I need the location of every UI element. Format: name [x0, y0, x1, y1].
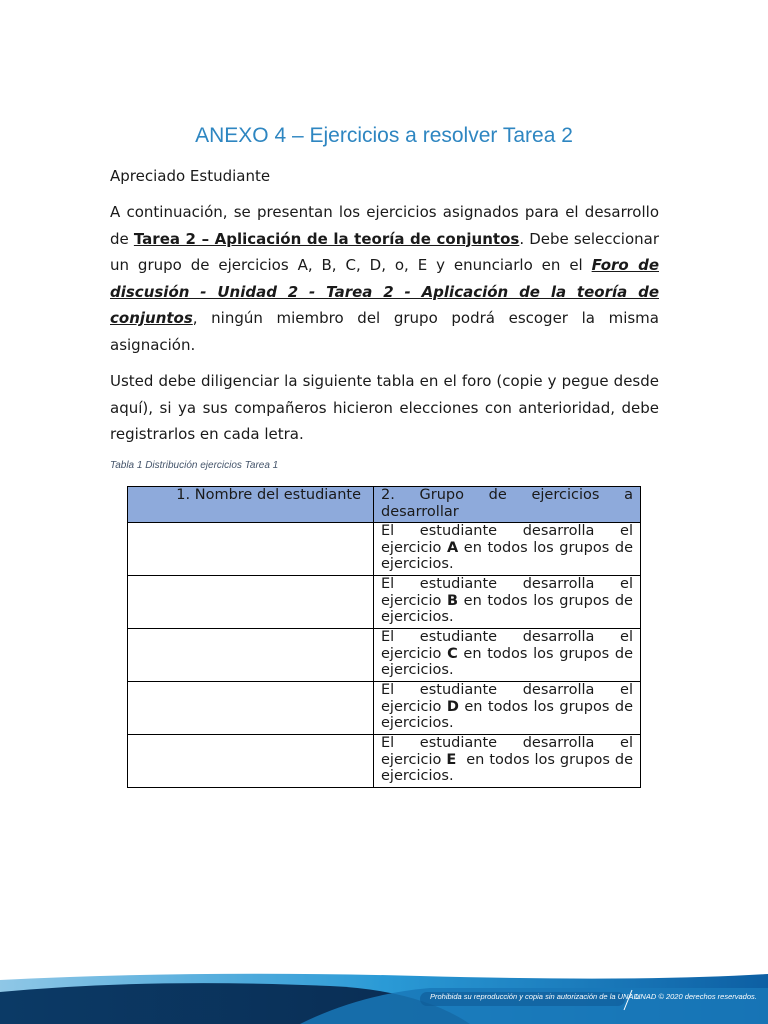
- task-name: Tarea 2 – Aplicación de la teoría de conjuntos: [133, 229, 520, 248]
- exercise-cell: [374, 523, 641, 576]
- exercise-text-post: en todos los grupos de ejercicios.: [381, 645, 638, 678]
- exercise-text-post: en todos los grupos de ejercicios.: [381, 592, 638, 625]
- table-header-row: [128, 487, 641, 523]
- header-exercise-group: 2. Grupo de ejercicios a desarrollar: [374, 487, 641, 523]
- instructions-part-a: A continuación, se presentan los ejercicios asignados para el desarrollo de: [110, 203, 659, 248]
- exercise-text-post: en todos los grupos de ejercicios.: [381, 539, 638, 572]
- student-name-cell[interactable]: [128, 735, 374, 788]
- distribution-table: [127, 486, 641, 788]
- instructions-part-e: , ningún miembro del grupo podrá escoger la misma asignación.: [110, 309, 659, 354]
- exercise-text-post: en todos los grupos de ejercicios.: [381, 698, 638, 731]
- forum-name: Foro de discusión - Unidad 2 - Tarea 2 - Aplicación de la teoría de conjuntos: [110, 256, 659, 327]
- student-name-cell[interactable]: [128, 523, 374, 576]
- student-name-cell[interactable]: [128, 629, 374, 682]
- table-row: [128, 629, 641, 682]
- instructions-paragraph: [110, 199, 659, 358]
- exercise-letter: B: [447, 592, 459, 609]
- exercise-letter: D: [446, 698, 459, 715]
- exercise-letter: A: [446, 539, 459, 556]
- instructions-part-c: . Debe seleccionar un grupo de ejercicios A, B, C, D, o, E y enunciarlo en el: [110, 229, 659, 274]
- table-row: [128, 682, 641, 735]
- exercise-text-pre: El estudiante desarrolla el ejercicio: [381, 735, 633, 768]
- exercise-cell: [374, 735, 641, 788]
- footer-copy-notice: Prohibida su reproducción y copia sin autorización de la UNAD.: [430, 992, 641, 1001]
- exercise-cell: [374, 576, 641, 629]
- table-row: [128, 576, 641, 629]
- exercise-letter: E: [446, 751, 457, 768]
- exercise-text-pre: El estudiante desarrolla el ejercicio: [381, 629, 633, 662]
- exercise-text-pre: El estudiante desarrolla el ejercicio: [381, 682, 633, 715]
- greeting: Apreciado Estudiante: [110, 167, 271, 185]
- table-instructions: Usted debe diligenciar la siguiente tabla en el foro (copie y pegue desde aquí), si ya sus compañeros hicieron elecciones con anterioridad, debe registrarlos en cada letra.: [110, 372, 659, 443]
- exercise-text-post: en todos los grupos de ejercicios.: [381, 751, 638, 784]
- page-title: ANEXO 4 – Ejercicios a resolver Tarea 2: [195, 124, 573, 147]
- exercise-cell: [374, 629, 641, 682]
- exercise-cell: [374, 682, 641, 735]
- exercise-text-pre: El estudiante desarrolla el ejercicio: [381, 576, 633, 609]
- header-student-name: 1. Nombre del estudiante: [128, 487, 374, 523]
- exercise-letter: C: [447, 645, 458, 662]
- table-row: [128, 735, 641, 788]
- exercise-text-pre: El estudiante desarrolla el ejercicio: [381, 523, 633, 556]
- footer-copyright: UNAD © 2020 derechos reservados.: [635, 992, 757, 1001]
- student-name-cell[interactable]: [128, 576, 374, 629]
- table-caption: Tabla 1 Distribución ejercicios Tarea 1: [110, 460, 279, 471]
- table-row: [128, 523, 641, 576]
- student-name-cell[interactable]: [128, 682, 374, 735]
